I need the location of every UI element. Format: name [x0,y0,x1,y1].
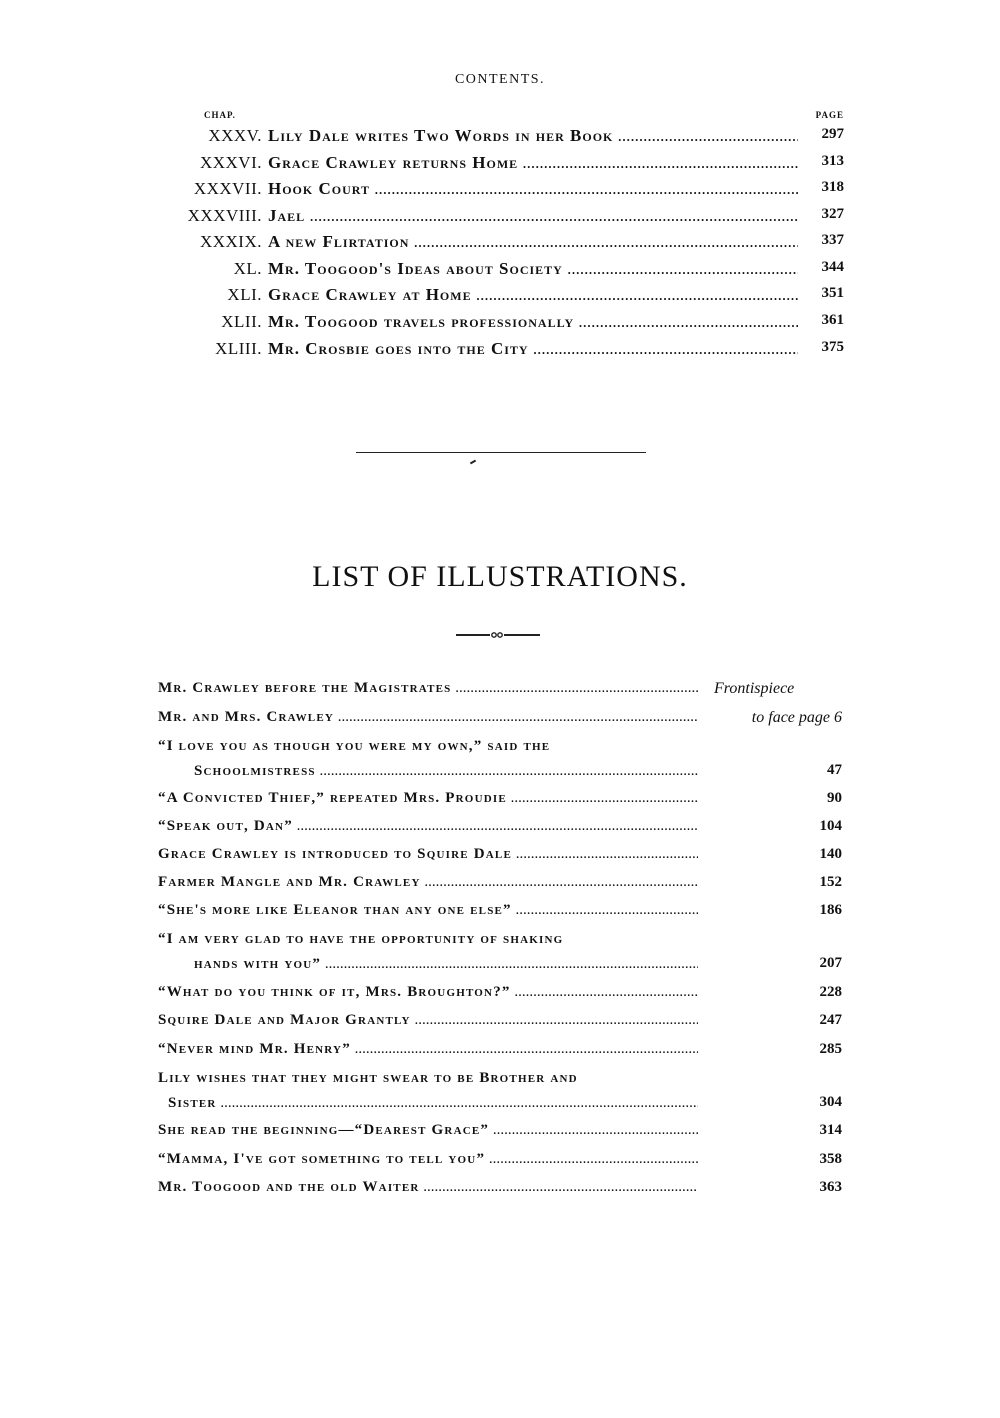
illustration-caption: “Never mind Mr. Henry” ..... [158,1041,698,1058]
toc-entry [0,339,1000,365]
chapter-title: Mr. Crosbie goes into the City ..... [268,339,798,359]
illustration-caption: Farmer Mangle and Mr. Crawley ..... [158,874,698,891]
chapter-number: XXXIX. [199,232,262,251]
illustration-page: 228 [819,984,842,1000]
chapter-page: 297 [821,126,844,142]
page-label: PAGE [815,110,844,120]
illustration-caption: “She's more like Eleanor than any one else” ..... [158,902,698,919]
illustration-page: to face page 6 [751,709,842,726]
toc-column-labels [0,110,1000,124]
illustration-caption: “Mamma, I've got something to tell you” ..... [158,1151,698,1168]
chapter-number: XXXVI. [199,153,262,172]
chapter-page: 361 [821,312,844,328]
running-head: CONTENTS. [454,72,546,87]
caption-line-2: Schoolmistress ..... [158,763,698,780]
illustration-page: 304 [819,1094,842,1110]
illustration-caption [158,738,698,780]
section-divider-mark [470,460,476,465]
illustration-caption: Mr. Crawley before the Magistrates ..... [158,680,698,697]
caption-line-1: “I am very glad to have the opportunity of shaking [158,931,564,947]
toc-entry [0,285,1000,311]
caption-line-1: Lily wishes that they might swear to be Brother and [158,1070,578,1086]
illustration-caption [158,1070,698,1112]
illustration-caption: Squire Dale and Major Grantly ..... [158,1012,698,1029]
chapter-page: 375 [821,339,844,355]
illustration-caption: “What do you think of it, Mrs. Broughton?” ..... [158,984,698,1001]
illustration-page: 104 [819,818,842,834]
caption-line-2: Sister ..... [158,1095,698,1112]
toc-entry [0,126,1000,152]
chap-label: CHAP. [204,110,236,120]
section-divider-rule [356,452,646,453]
ornament-rule-icon [456,630,540,640]
chapter-title: Hook Court ..... [268,179,798,199]
chapter-page: 351 [821,285,844,301]
chapter-title: Mr. Toogood travels professionally ..... [268,312,798,332]
illustration-caption: Grace Crawley is introduced to Squire Dale ..... [158,846,698,863]
illustration-page: 314 [819,1122,842,1138]
chapter-number: XLII. [221,312,262,331]
chapter-title: Grace Crawley returns Home ..... [268,153,798,173]
illustration-page: 90 [827,790,842,806]
illustration-caption: Mr. and Mrs. Crawley ..... [158,709,698,726]
chapter-title: Grace Crawley at Home ..... [268,285,798,305]
illustration-caption: She read the beginning—“Dearest Grace” ..... [158,1122,698,1139]
toc-entry [0,153,1000,179]
illustration-page: 363 [819,1179,842,1195]
illustration-page: 285 [819,1041,842,1057]
illustration-page: 47 [827,762,842,778]
illustration-page: 207 [819,955,842,971]
chapter-page: 318 [821,179,844,195]
illustration-page: 140 [819,846,842,862]
chapter-number: XLI. [227,285,262,304]
toc-entry [0,259,1000,285]
illustration-page: 247 [819,1012,842,1028]
caption-line-1: “I love you as though you were my own,” said the [158,738,551,754]
illustration-page: 358 [819,1151,842,1167]
chapter-page: 327 [821,206,844,222]
chapter-number: XXXVII. [193,179,262,198]
illustration-caption: “A Convicted Thief,” repeated Mrs. Proudie ..... [158,790,698,807]
chapter-number: XXXVIII. [187,206,262,225]
chapter-page: 313 [821,153,844,169]
chapter-number: XLIII. [215,339,262,358]
chapter-title: Jael ..... [268,206,798,226]
chapter-page: 337 [821,232,844,248]
chapter-number: XXXV. [208,126,262,145]
illustration-caption: “Speak out, Dan” ..... [158,818,698,835]
toc-entry [0,232,1000,258]
illustration-caption: Mr. Toogood and the old Waiter ..... [158,1179,698,1196]
chapter-title: A new Flirtation ..... [268,232,798,252]
illustration-page: 186 [819,902,842,918]
chapter-title: Mr. Toogood's Ideas about Society ..... [268,259,798,279]
chapter-page: 344 [821,259,844,275]
toc-entry [0,312,1000,338]
chapter-number: XL. [233,259,262,278]
caption-line-2: hands with you” ..... [158,956,698,973]
toc-entry [0,179,1000,205]
chapter-title: Lily Dale writes Two Words in her Book ..... [268,126,798,146]
illustration-caption [158,931,698,973]
illustration-page: Frontispiece [714,680,795,697]
toc-entry [0,206,1000,232]
illustration-page: 152 [819,874,842,890]
list-heading: LIST OF ILLUSTRATIONS. [312,560,688,593]
